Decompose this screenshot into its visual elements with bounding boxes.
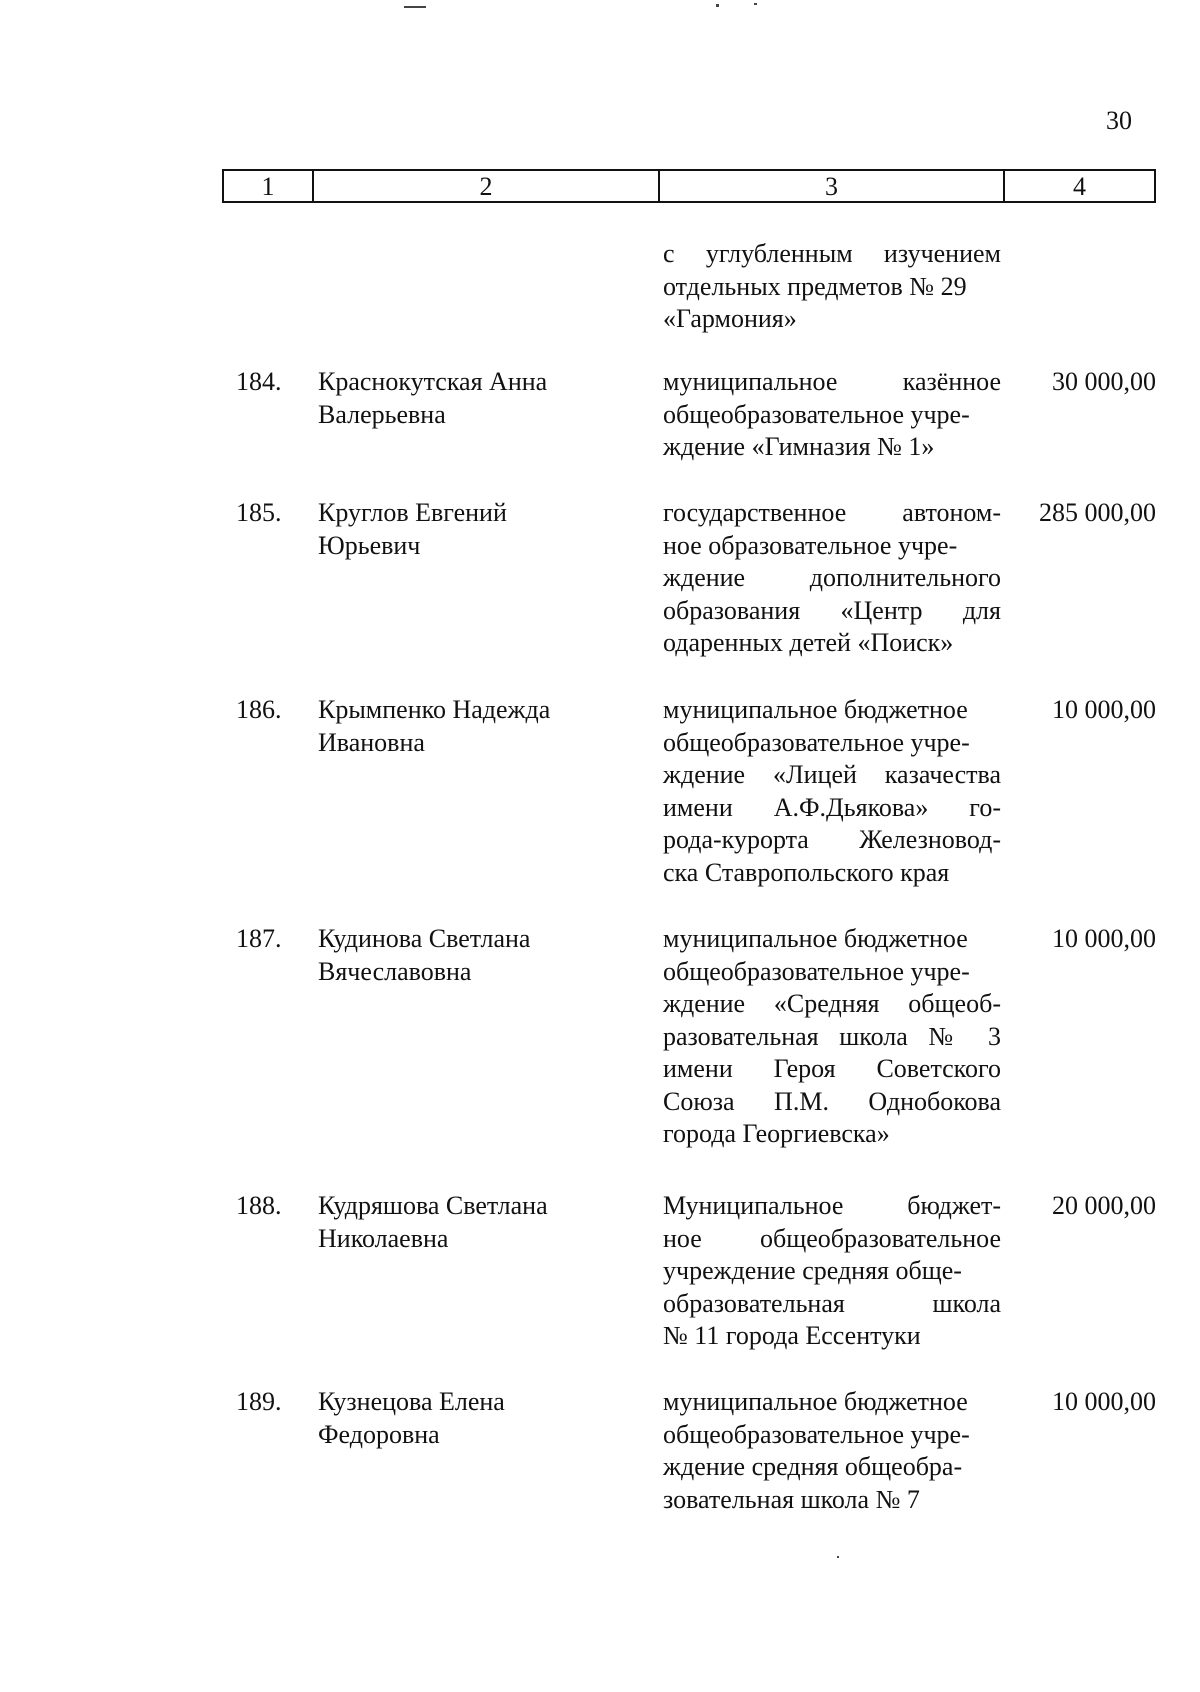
name-line: Вячеславовна bbox=[318, 956, 472, 986]
header-col-2: 2 bbox=[314, 171, 660, 201]
organization-cell bbox=[663, 497, 1001, 660]
org-line: ждение средняя общеобра- bbox=[663, 1452, 963, 1481]
scan-artifact bbox=[837, 1556, 839, 1558]
scan-artifact bbox=[404, 6, 426, 8]
name-line: Федоровна bbox=[318, 1419, 440, 1449]
amount: 10 000,00 bbox=[1052, 695, 1156, 724]
org-line: образования «Центр для bbox=[663, 595, 1001, 625]
org-line: общеобразовательное учре- bbox=[663, 956, 970, 986]
amount: 30 000,00 bbox=[1052, 367, 1156, 396]
scan-artifact bbox=[716, 4, 719, 7]
org-line: «Гармония» bbox=[663, 304, 797, 333]
organization-cell bbox=[663, 366, 1001, 464]
organization-cell bbox=[663, 1190, 1001, 1353]
org-line: с углубленным изучением bbox=[663, 239, 1001, 268]
scan-artifact bbox=[754, 3, 757, 5]
org-line: образовательная школа bbox=[663, 1288, 1001, 1318]
name-line: Кузнецова Елена bbox=[318, 1387, 505, 1416]
row-number: 186. bbox=[236, 695, 282, 724]
org-line: № 11 города Ессентуки bbox=[663, 1321, 921, 1350]
recipient-name bbox=[318, 1190, 618, 1255]
org-line: муниципальное казённое bbox=[663, 367, 1001, 396]
row-number: 184. bbox=[236, 367, 282, 396]
org-line: государственное автоном- bbox=[663, 498, 1001, 527]
row-number: 185. bbox=[236, 498, 282, 527]
org-line: ждение «Лицей казачества bbox=[663, 760, 1001, 789]
org-line: общеобразовательное учре- bbox=[663, 399, 970, 429]
name-line: Круглов Евгений bbox=[318, 498, 507, 527]
organization-cell bbox=[663, 238, 1001, 336]
name-line: Ивановна bbox=[318, 727, 425, 757]
recipient-name bbox=[318, 497, 618, 562]
amount: 285 000,00 bbox=[1039, 498, 1156, 527]
row-number: 189. bbox=[236, 1387, 282, 1416]
recipient-name bbox=[318, 366, 618, 431]
header-col-3: 3 bbox=[660, 171, 1005, 201]
table-header bbox=[222, 169, 1156, 203]
name-line: Кудинова Светлана bbox=[318, 924, 531, 953]
organization-cell bbox=[663, 1386, 1001, 1516]
name-line: Николаевна bbox=[318, 1223, 449, 1253]
org-line: ждение «Гимназия № 1» bbox=[663, 432, 935, 461]
org-line: города Георгиевска» bbox=[663, 1119, 890, 1148]
header-col-4: 4 bbox=[1073, 172, 1086, 201]
org-line: ное образовательное учре- bbox=[663, 530, 958, 560]
amount: 20 000,00 bbox=[1052, 1191, 1156, 1220]
org-line: ное общеобразовательное bbox=[663, 1223, 1001, 1253]
org-line: отдельных предметов № 29 bbox=[663, 271, 967, 301]
org-line: одаренных детей «Поиск» bbox=[663, 628, 954, 657]
organization-cell bbox=[663, 694, 1001, 889]
org-line: Муниципальное бюджет- bbox=[663, 1191, 1001, 1220]
org-line: рода-курорта Железновод- bbox=[663, 825, 1001, 854]
org-line: учреждение средняя обще- bbox=[663, 1256, 962, 1285]
recipient-name bbox=[318, 923, 618, 988]
name-line: Валерьевна bbox=[318, 399, 446, 429]
header-col-1: 1 bbox=[224, 171, 314, 201]
amount: 10 000,00 bbox=[1052, 1387, 1156, 1416]
name-line: Юрьевич bbox=[318, 530, 421, 560]
recipient-name bbox=[318, 1386, 618, 1451]
org-line: общеобразовательное учре- bbox=[663, 727, 970, 757]
row-number: 188. bbox=[236, 1191, 282, 1220]
org-line: имени Героя Советского bbox=[663, 1054, 1001, 1083]
org-line: ждение «Средняя общеоб- bbox=[663, 989, 1001, 1018]
org-line: ждение дополнительного bbox=[663, 563, 1001, 592]
name-line: Кудряшова Светлана bbox=[318, 1191, 548, 1220]
org-line: ска Ставропольского края bbox=[663, 857, 950, 887]
org-line: имени А.Ф.Дьякова» го- bbox=[663, 792, 1001, 822]
organization-cell bbox=[663, 923, 1001, 1151]
org-line: муниципальное бюджетное bbox=[663, 695, 968, 724]
org-line: общеобразовательное учре- bbox=[663, 1419, 970, 1449]
org-line: муниципальное бюджетное bbox=[663, 924, 968, 953]
name-line: Краснокутская Анна bbox=[318, 367, 548, 396]
row-number: 187. bbox=[236, 924, 282, 953]
page-number: 30 bbox=[1106, 106, 1132, 135]
org-line: Союза П.М. Однобокова bbox=[663, 1086, 1001, 1116]
org-line: зовательная школа № 7 bbox=[663, 1484, 920, 1514]
recipient-name bbox=[318, 694, 618, 759]
name-line: Крымпенко Надежда bbox=[318, 695, 551, 724]
amount: 10 000,00 bbox=[1052, 924, 1156, 953]
org-line: муниципальное бюджетное bbox=[663, 1387, 968, 1416]
org-line: разовательная школа № 3 bbox=[663, 1021, 1001, 1051]
